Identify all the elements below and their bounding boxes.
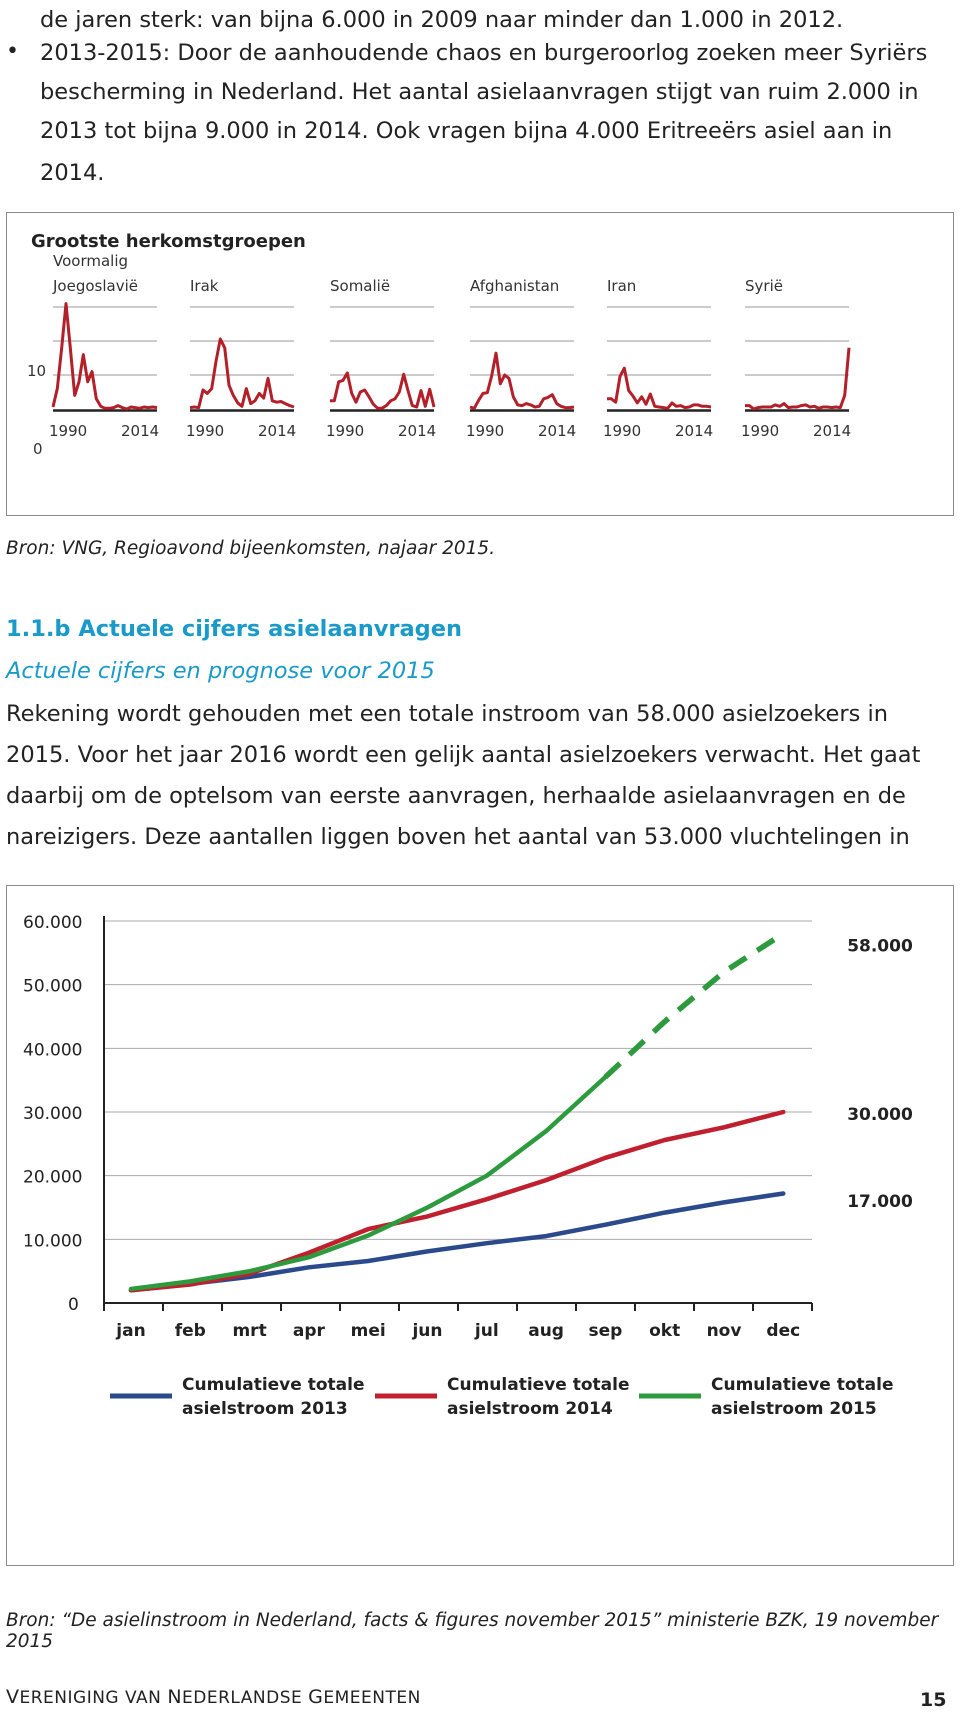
y-tick-label: 20.000 [23, 1167, 83, 1188]
panel-x-start: 1990 [603, 422, 642, 440]
panel-series-line [745, 348, 849, 409]
figure2-source: Bron: “De asielinstroom in Nederland, facts & figures november 2015” ministerie BZK, 19 november 2015 [6, 1610, 939, 1652]
y-tick-label: 50.000 [23, 976, 83, 997]
panel-x-end: 2014 [258, 422, 297, 440]
panel-4 [466, 277, 576, 440]
intro-bullet-line-3: 2013 tot bijna 9.000 in 2014. Ook vragen bijna 4.000 Eritreeërs asiel aan in 2014. [40, 118, 893, 186]
panel-name: Syrië [745, 277, 783, 295]
intro-bullet-line-1: 2013-2015: Door de aanhoudende chaos en burgeroorlog zoeken meer Syriërs [40, 40, 928, 66]
panel-series-line [190, 339, 294, 408]
section-body-line-2: 2015. Voor het jaar 2016 wordt een gelijk aantal asielzoekers verwacht. Het gaat [6, 742, 921, 768]
x-tick-label: dec [766, 1321, 801, 1341]
figure-origin-groups [6, 212, 954, 516]
x-tick-label: jan [116, 1321, 146, 1341]
panel-5 [603, 277, 713, 440]
x-tick-label: mei [350, 1321, 386, 1341]
panel-1 [49, 252, 159, 440]
panel-3 [326, 277, 436, 440]
legend-label: Cumulatieve totale asielstroom 2014 [447, 1375, 630, 1419]
section-body-line-1: Rekening wordt gehouden met een totale instroom van 58.000 asielzoekers in [6, 701, 889, 727]
panel-x-end: 2014 [675, 422, 714, 440]
section-heading: 1.1.b Actuele cijfers asielaanvragen [6, 616, 463, 642]
legend-item-2 [375, 1375, 629, 1419]
x-tick-label: jul [474, 1321, 499, 1341]
panel-x-start: 1990 [186, 422, 225, 440]
x-tick-label: jun [412, 1321, 443, 1341]
panel-name: Afghanistan [470, 277, 560, 295]
panel-series-line [53, 304, 157, 409]
panel-name: Joegoslavië [53, 277, 138, 295]
x-tick-label: aug [528, 1321, 564, 1341]
legend-item-3 [639, 1375, 893, 1419]
y-tick-10: 10 [27, 362, 47, 380]
panel-x-start: 1990 [49, 422, 88, 440]
panel-series-line [470, 353, 574, 408]
panel-x-end: 2014 [121, 422, 160, 440]
y-tick-label: 30.000 [23, 1104, 83, 1124]
page-number-glyph [920, 1687, 950, 1711]
cumulative-line-chart [7, 886, 953, 1563]
legend-label: Cumulatieve totale asielstroom 2015 [711, 1375, 894, 1419]
x-tick-label: mrt [232, 1321, 267, 1341]
panel-x-start: 1990 [326, 422, 365, 440]
end-value-label: 30.000 [847, 1105, 913, 1125]
figure-cumulative-inflow [6, 885, 954, 1566]
end-value-label: 17.000 [847, 1191, 913, 1212]
panel-x-start: 1990 [466, 422, 505, 440]
section-body-line-4: nareizigers. Deze aantallen liggen boven het aantal van 53.000 vluchtelingen in [6, 824, 910, 850]
y-tick-label: 40.000 [23, 1040, 83, 1061]
panel-series-line [330, 373, 434, 408]
x-tick-label: okt [649, 1321, 681, 1341]
legend-item-1 [110, 1375, 364, 1419]
y-tick-label: 60.000 [23, 913, 83, 933]
x-tick-label: nov [706, 1321, 742, 1341]
panel-x-end: 2014 [538, 422, 577, 440]
intro-continuation: de jaren sterk: van bijna 6.000 in 2009 naar minder dan 1.000 in 2012. [40, 7, 844, 33]
page-number [920, 1687, 950, 1716]
series-line-2 [131, 1112, 783, 1290]
x-tick-label: feb [174, 1321, 206, 1341]
svg-text:VERENIGING VAN NEDERLANDSE GEM: VERENIGING VAN NEDERLANDSE GEMEENTEN [6, 1686, 421, 1708]
panel-name: Irak [190, 277, 219, 295]
y-tick-label: 0 [68, 1295, 79, 1315]
panel-x-end: 2014 [398, 422, 437, 440]
series-forecast-line-3 [605, 934, 783, 1077]
y-tick-0: 0 [33, 440, 43, 458]
y-tick-label: 10.000 [23, 1231, 83, 1252]
small-multiples-chart [7, 213, 953, 513]
panel-series-line [607, 368, 711, 408]
panel-x-start: 1990 [741, 422, 780, 440]
panel-name-line1: Voormalig [53, 252, 129, 270]
x-tick-label: sep [588, 1321, 623, 1341]
figure1-source: Bron: VNG, Regioavond bijeenkomsten, najaar 2015. [6, 538, 496, 559]
intro-bullet-line-2: bescherming in Nederland. Het aantal asielaanvragen stijgt van ruim 2.000 in [40, 79, 919, 105]
legend-label: Cumulatieve totale asielstroom 2013 [182, 1375, 365, 1419]
svg-text:15: 15 [920, 1689, 947, 1711]
panel-6 [741, 277, 851, 440]
panel-x-end: 2014 [813, 422, 852, 440]
section-subheading: Actuele cijfers en prognose voor 2015 [6, 658, 435, 684]
figure-title: Grootste herkomstgroepen [31, 231, 306, 252]
x-tick-label: apr [292, 1321, 325, 1341]
end-value-label: 58.000 [847, 936, 913, 957]
bullet-marker: • [6, 39, 19, 64]
section-body-line-3: daarbij om de optelsom van eerste aanvragen, herhaalde asielaanvragen en de [6, 783, 906, 809]
publisher-wordmark [6, 1686, 421, 1708]
panel-name: Somalië [330, 277, 391, 295]
panel-name: Iran [607, 277, 637, 295]
panel-2 [186, 277, 296, 440]
